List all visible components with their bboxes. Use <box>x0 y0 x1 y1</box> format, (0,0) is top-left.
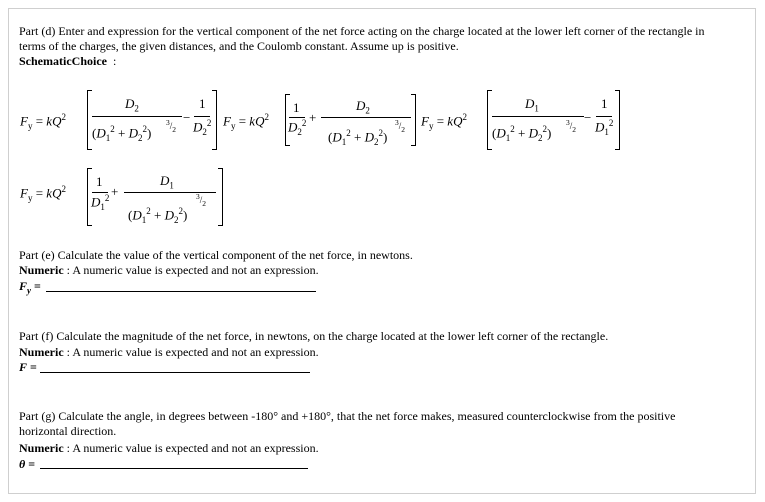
formula-choice-2[interactable]: $F_y = kQ^2$ 1 $D_2^2$ + $D_2$ $(D_1^2 + D_2^2)$ $^3/_2$ <box>223 90 418 150</box>
part-d-type-label: SchematicChoice : <box>19 54 117 68</box>
part-d-line2: terms of the charges, the given distances, and the Coulomb constant. Assume up is positive. <box>19 39 459 53</box>
part-f-type: Numeric : A numeric value is expected and not an expression. <box>19 345 319 359</box>
part-e-type: Numeric : A numeric value is expected and not an expression. <box>19 263 319 277</box>
part-f-var-label: F = <box>19 360 37 374</box>
part-d-line1: Part (d) Enter and expression for the vertical component of the net force acting on the charge located at the lower left corner of the rectangle in <box>19 24 705 38</box>
part-g-type: Numeric : A numeric value is expected and not an expression. <box>19 441 319 455</box>
theta-answer-underline <box>40 468 308 469</box>
part-e-title: Part (e) Calculate the value of the vertical component of the net force, in newtons. <box>19 248 413 262</box>
f-answer-underline <box>40 372 310 373</box>
part-g-title-line2: horizontal direction. <box>19 424 117 438</box>
f-answer-input[interactable] <box>40 359 308 373</box>
formula-choice-1[interactable]: $F_y = kQ^2$ $D_2$ $(D_1^2 + D_2^2)$ $^3/_2$ − 1 $D_2^2$ <box>20 90 220 150</box>
theta-answer-input[interactable] <box>40 455 306 469</box>
formula-choice-4[interactable]: $F_y = kQ^2$ 1 $D_1^2$ + $D_1$ $(D_1^2 + D_2^2)$ $^3/_2$ <box>20 168 220 230</box>
part-g-title-line1: Part (g) Calculate the angle, in degrees between -180° and +180°, that the net force makes, measured counterclockwise from the positive <box>19 409 676 423</box>
formula-choice-3[interactable]: $F_y = kQ^2$ $D_1$ $(D_1^2 + D_2^2)$ $^3/_2$ − 1 $D_1^2$ <box>421 90 626 150</box>
part-f-title: Part (f) Calculate the magnitude of the net force, in newtons, on the charge located at the lower left corner of the rectangle. <box>19 329 609 343</box>
fy-answer-underline <box>46 291 316 292</box>
part-g-var-label: θ = <box>19 457 36 471</box>
fy-answer-input[interactable] <box>46 278 314 292</box>
part-e-var-label: $F_y$ = <box>19 279 41 296</box>
